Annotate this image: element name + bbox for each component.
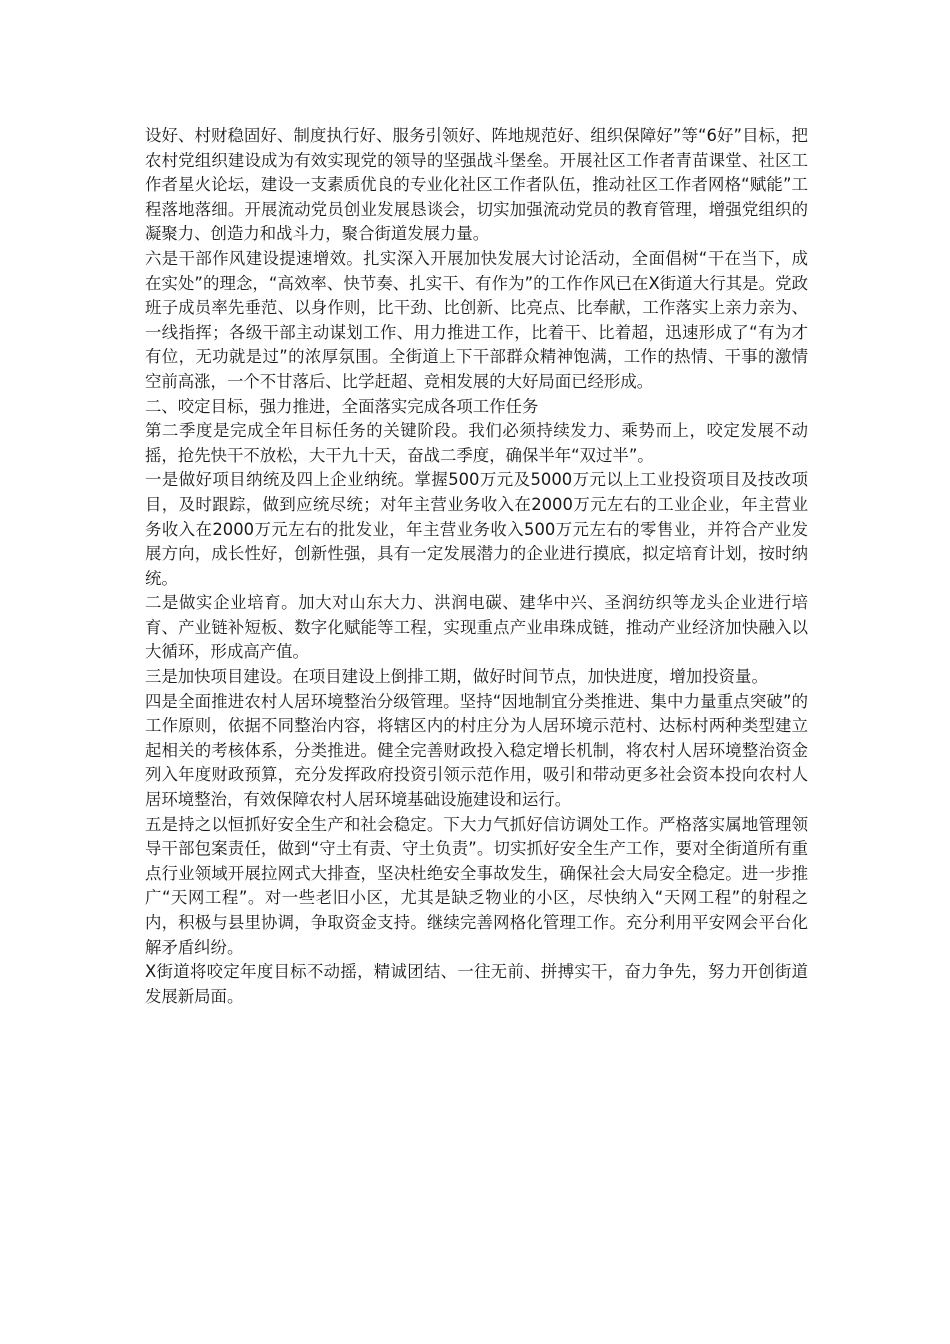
paragraph-project-construction: 三是加快项目建设。在项目建设上倒排工期，做好时间节点，加快进度，增加投资量。: [145, 667, 768, 687]
paragraph-cadre-style: 六是干部作风建设提速增效。扎实深入开展加快发展大讨论活动，全面倡树“干在当下，成在实处”的理念，“高效率、快节奏、扎实干、有作为”的工作作风已在X街道大行其是。党政班子成员率先垂范、以身作则，比干劲、比创新、比亮点、比奉献，工作落实上亲力亲为、一线指挥；各级干部主动谋划工作、用力推进工作，比着干、比着超，迅速形成了“有为才有位，无功就是过”的浓厚氛围。全街道上下干部群众精神饱满，工作的热情、干事的激情空前高涨，一个不甘落后、比学赶超、竞相发展的大好局面已经形成。: [145, 248, 808, 391]
paragraph-enterprise-cultivation: 二是做实企业培育。加大对山东大力、洪润电碳、建华中兴、圣润纺织等龙头企业进行培育、产业链补短板、数字化赋能等工程，实现重点产业串珠成链，推动产业经济加快融入以大循环，形成高产值。: [145, 593, 808, 662]
paragraph-project-statistics: 一是做好项目纳统及四上企业纳统。掌握500万元及5000万元以上工业投资项目及技改项目，及时跟踪，做到应统尽统；对年主营业务收入在2000万元左右的工业企业，年主营业务收入在2000万元左右的批发业，年主营业务收入500万元左右的零售业，并符合产业发展方向，成长性好，创新性强，具有一定发展潜力的企业进行摸底，拟定培育计划，按时纳统。: [145, 470, 808, 588]
paragraph-rural-environment: 四是全面推进农村人居环境整治分级管理。坚持“因地制宜分类推进、集中力量重点突破”的工作原则，依据不同整治内容，将辖区内的村庄分为人居环境示范村、达标村两种类型建立起相关的考核体系，分类推进。健全完善财政投入稳定增长机制，将农村人居环境整治资金列入年度财政预算，充分发挥政府投资引领示范作用，吸引和带动更多社会资本投向农村人居环境整治，有效保障农村人居环境基础设施建设和运行。: [145, 691, 808, 810]
paragraph-second-quarter: 第二季度是完成全年目标任务的关键阶段。我们必须持续发力、乘势而上，咬定发展不动摇，抢先快干不放松，大干九十天，奋战二季度，确保半年“双过半”。: [145, 421, 808, 465]
paragraph-party-building: 设好、村财稳固好、制度执行好、服务引领好、阵地规范好、组织保障好”等“6好”目标，把农村党组织建设成为有效实现党的领导的坚强战斗堡垒。开展社区工作者青苗课堂、社区工作者星火论坛，建设一支素质优良的专业化社区工作者队伍，推动社区工作者网格“赋能”工程落地落细。开展流动党员创业发展恳谈会，切实加强流动党员的教育管理，增强党组织的凝聚力、创造力和战斗力，聚合街道发展力量。: [145, 126, 808, 244]
paragraph-safety-stability: 五是持之以恒抓好安全生产和社会稳定。下大力气抓好信访调处工作。严格落实属地管理领导干部包案责任，做到“守土有责、守土负责”。切实抓好安全生产工作，要对全街道所有重点行业领域开展拉网式大排查，坚决杜绝安全事故发生，确保社会大局安全稳定。进一步推广“天网工程”。对一些老旧小区，尤其是缺乏物业的小区，尽快纳入“天网工程”的射程之内，积极与县里协调，争取资金支持。继续完善网格化管理工作。充分利用平安网会平台化解矛盾纠纷。: [145, 814, 808, 957]
document-body: [145, 124, 808, 1009]
paragraph-conclusion: X街道将咬定年度目标不动摇，精诚团结、一往无前、拼搏实干，奋力争先，努力开创街道发展新局面。: [145, 962, 808, 1006]
section-heading: 二、咬定目标，强力推进，全面落实完成各项工作任务: [145, 396, 539, 416]
